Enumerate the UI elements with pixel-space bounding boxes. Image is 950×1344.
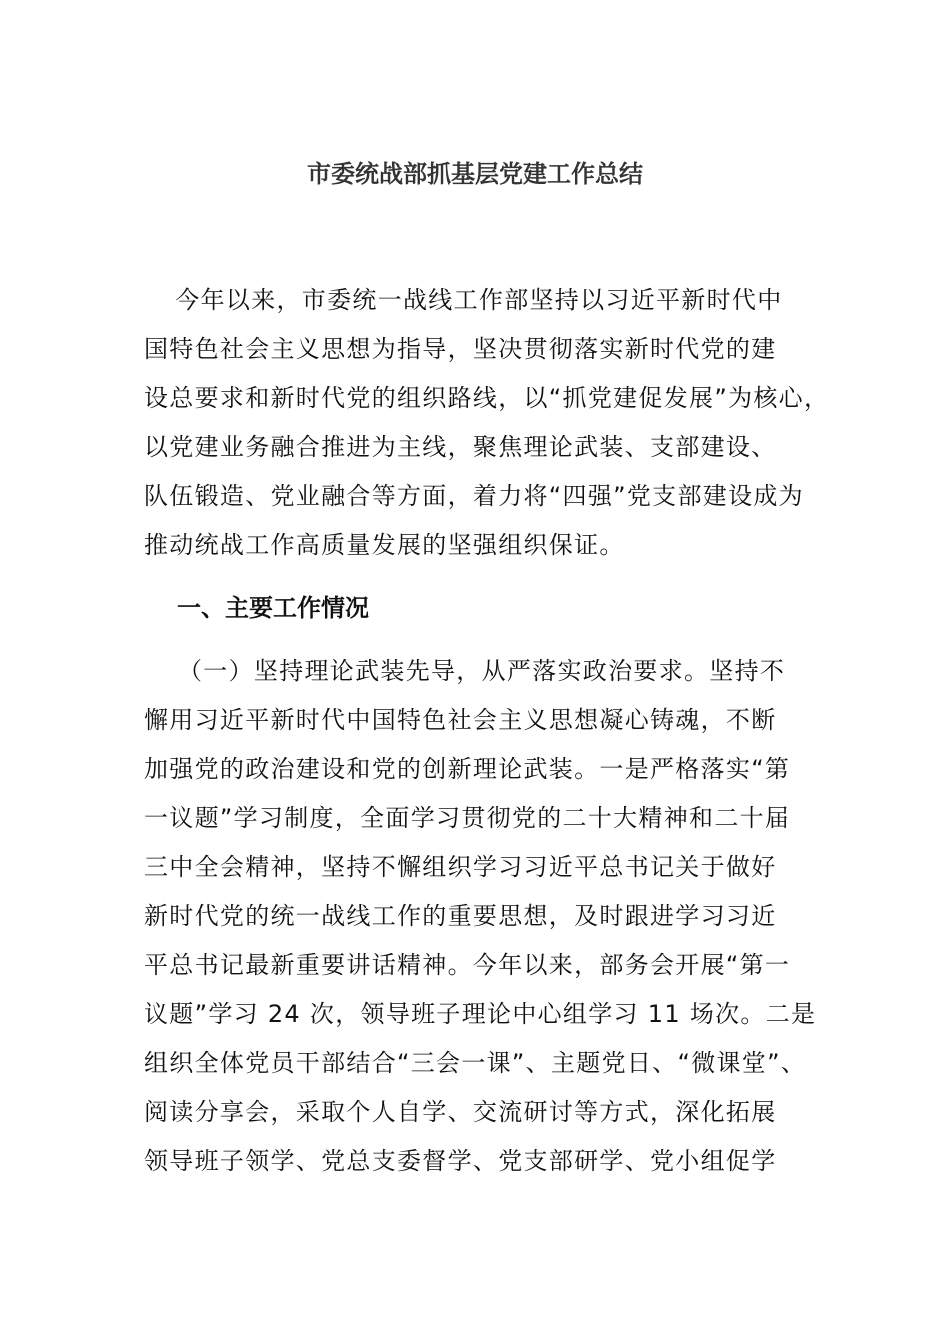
intro-line: 队伍锻造、党业融合等方面，着力将“四强”党支部建设成为	[144, 482, 804, 510]
section-line: 新时代党的统一战线工作的重要思想，及时跟进学习习近	[144, 902, 777, 930]
section-line: （一）坚持理论武装先导，从严落实政治要求。坚持不	[178, 657, 786, 685]
document-title: 市委统战部抓基层党建工作总结	[307, 160, 643, 188]
intro-line: 国特色社会主义思想为指导，坚决贯彻落实新时代党的建	[144, 335, 777, 363]
section-line: 一议题”学习制度，全面学习贯彻党的二十大精神和二十届	[144, 804, 791, 832]
section-line: 组织全体党员干部结合“三会一课”、主题党日、“微课堂”、	[144, 1049, 807, 1077]
section-line: 阅读分享会，采取个人自学、交流研讨等方式，深化拓展	[144, 1098, 777, 1126]
intro-line: 今年以来，市委统一战线工作部坚持以习近平新时代中	[150, 286, 783, 314]
intro-line: 以党建业务融合推进为主线，聚焦理论武装、支部建设、	[144, 433, 777, 461]
section-line: 议题”学习 24 次，领导班子理论中心组学习 11 场次。二是	[144, 1000, 817, 1028]
section-line: 平总书记最新重要讲话精神。今年以来，部务会开展“第一	[144, 951, 791, 979]
intro-line: 推动统战工作高质量发展的坚强组织保证。	[144, 531, 625, 559]
section-line: 懈用习近平新时代中国特色社会主义思想凝心铸魂，不断	[144, 706, 777, 734]
section-line: 领导班子领学、党总支委督学、党支部研学、党小组促学	[144, 1147, 777, 1175]
section-heading: 一、主要工作情况	[177, 594, 369, 622]
section-line: 三中全会精神，坚持不懈组织学习习近平总书记关于做好	[144, 853, 777, 881]
section-line: 加强党的政治建设和党的创新理论武装。一是严格落实“第	[144, 755, 791, 783]
intro-line: 设总要求和新时代党的组织路线，以“抓党建促发展”为核心，	[144, 384, 830, 412]
